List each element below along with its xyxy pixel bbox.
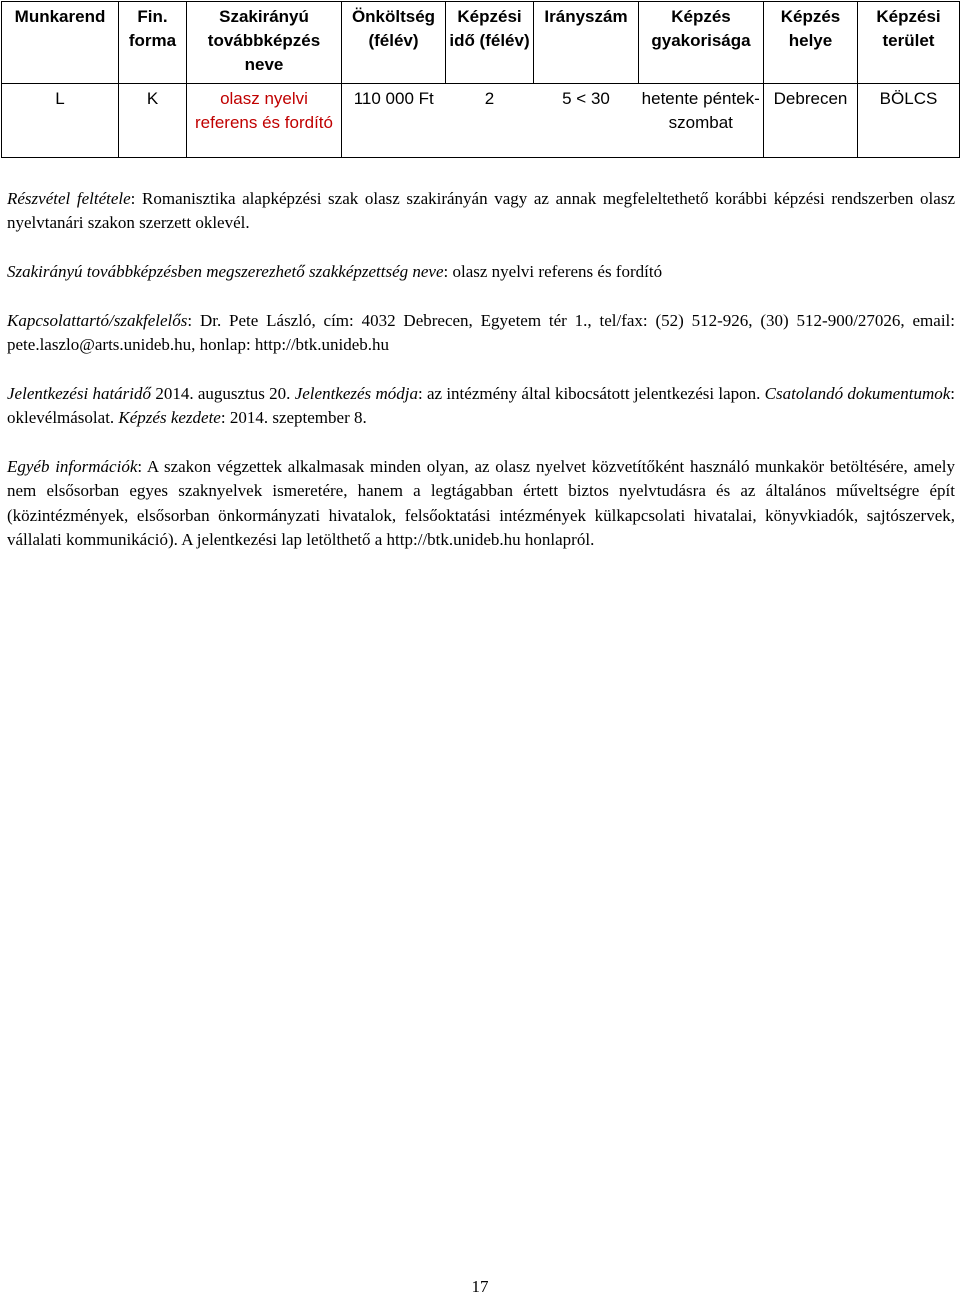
docs-text: : oklevélmásolat. bbox=[7, 384, 956, 428]
requirements-paragraph bbox=[7, 187, 955, 236]
header-field: Képzési terület bbox=[858, 2, 960, 84]
header-frequency: Képzés gyakorisága bbox=[639, 2, 764, 84]
cell-munkarend: L bbox=[2, 84, 119, 158]
header-duration: Képzési idő (félév) bbox=[446, 2, 534, 84]
contact-text: : Dr. Pete László, cím: 4032 Debrecen, Egyetem tér 1., tel/fax: (52) 512-926, (30) 512-900/27026, email: pete.laszlo@arts.unideb.hu, honlap: http://btk.unideb.hu bbox=[7, 311, 955, 355]
cell-frequency: hetente péntek-szombat bbox=[639, 84, 764, 158]
qualification-paragraph bbox=[7, 260, 955, 284]
other-info-text: : A szakon végzettek alkalmasak minden olyan, az olasz nyelvet közvetítőként használó munkakör betöltésére, amely nem elsősorban egyes szaknyelvek ismeretére, hanem a legtágabban értett biztos nyelvtudásra és az általános műveltségre épít (közintézmények, elsősorban önkormányzati hivatalok, felsőoktatási intézmények külkapcsolati hivatalai, könyvkiadók, sajtószervek, vállalati kommunikáció). A jelentkezési lap letölthető a http://btk.unideb.hu honlapról. bbox=[7, 457, 955, 550]
docs-label: Csatolandó dokumentumok bbox=[764, 384, 951, 403]
requirements-label: Részvétel feltétele bbox=[7, 189, 131, 208]
cell-program-name: olasz nyelvi referens és fordító bbox=[187, 84, 342, 158]
cell-field: BÖLCS bbox=[858, 84, 960, 158]
cell-tuition: 110 000 Ft bbox=[342, 84, 446, 158]
header-fin-forma: Fin. forma bbox=[119, 2, 187, 84]
qualification-text: : olasz nyelvi referens és fordító bbox=[443, 262, 663, 281]
cell-location: Debrecen bbox=[764, 84, 858, 158]
header-munkarend: Munkarend bbox=[2, 2, 119, 84]
requirements-text: : Romanisztika alapképzési szak olasz szakirányán vagy az annak megfeleltethető korábbi képzési rendszerben olasz nyelvtanári szakon szerzett oklevél. bbox=[7, 189, 955, 233]
method-label: Jelentkezés módja bbox=[294, 384, 418, 403]
qualification-label: Szakirányú továbbképzésben megszerezhető szakképzettség neve bbox=[7, 262, 444, 281]
contact-paragraph bbox=[7, 309, 955, 358]
table-header-row bbox=[2, 2, 960, 84]
application-paragraph bbox=[7, 382, 955, 431]
other-info-label: Egyéb információk bbox=[7, 457, 138, 476]
deadline-text: 2014. augusztus 20. bbox=[151, 384, 295, 403]
header-location: Képzés helye bbox=[764, 2, 858, 84]
header-program-name: Szakirányú továbbképzés neve bbox=[187, 2, 342, 84]
header-tuition: Önköltség (félév) bbox=[342, 2, 446, 84]
cell-duration: 2 bbox=[446, 84, 534, 158]
program-table bbox=[1, 1, 960, 158]
table-row bbox=[2, 84, 960, 158]
other-info-paragraph bbox=[7, 455, 955, 553]
start-label: Képzés kezdete bbox=[118, 408, 221, 428]
header-quota: Irányszám bbox=[534, 2, 639, 84]
cell-quota: 5 < 30 bbox=[534, 84, 639, 158]
start-text: : 2014. szeptember 8. bbox=[220, 408, 367, 428]
deadline-label: Jelentkezési határidő bbox=[7, 384, 152, 403]
page-number: 17 bbox=[471, 1277, 489, 1296]
cell-fin-forma: K bbox=[119, 84, 187, 158]
contact-label: Kapcsolattartó/szakfelelős bbox=[7, 311, 188, 330]
method-text: : az intézmény által kibocsátott jelentkezési lapon. bbox=[417, 384, 765, 403]
